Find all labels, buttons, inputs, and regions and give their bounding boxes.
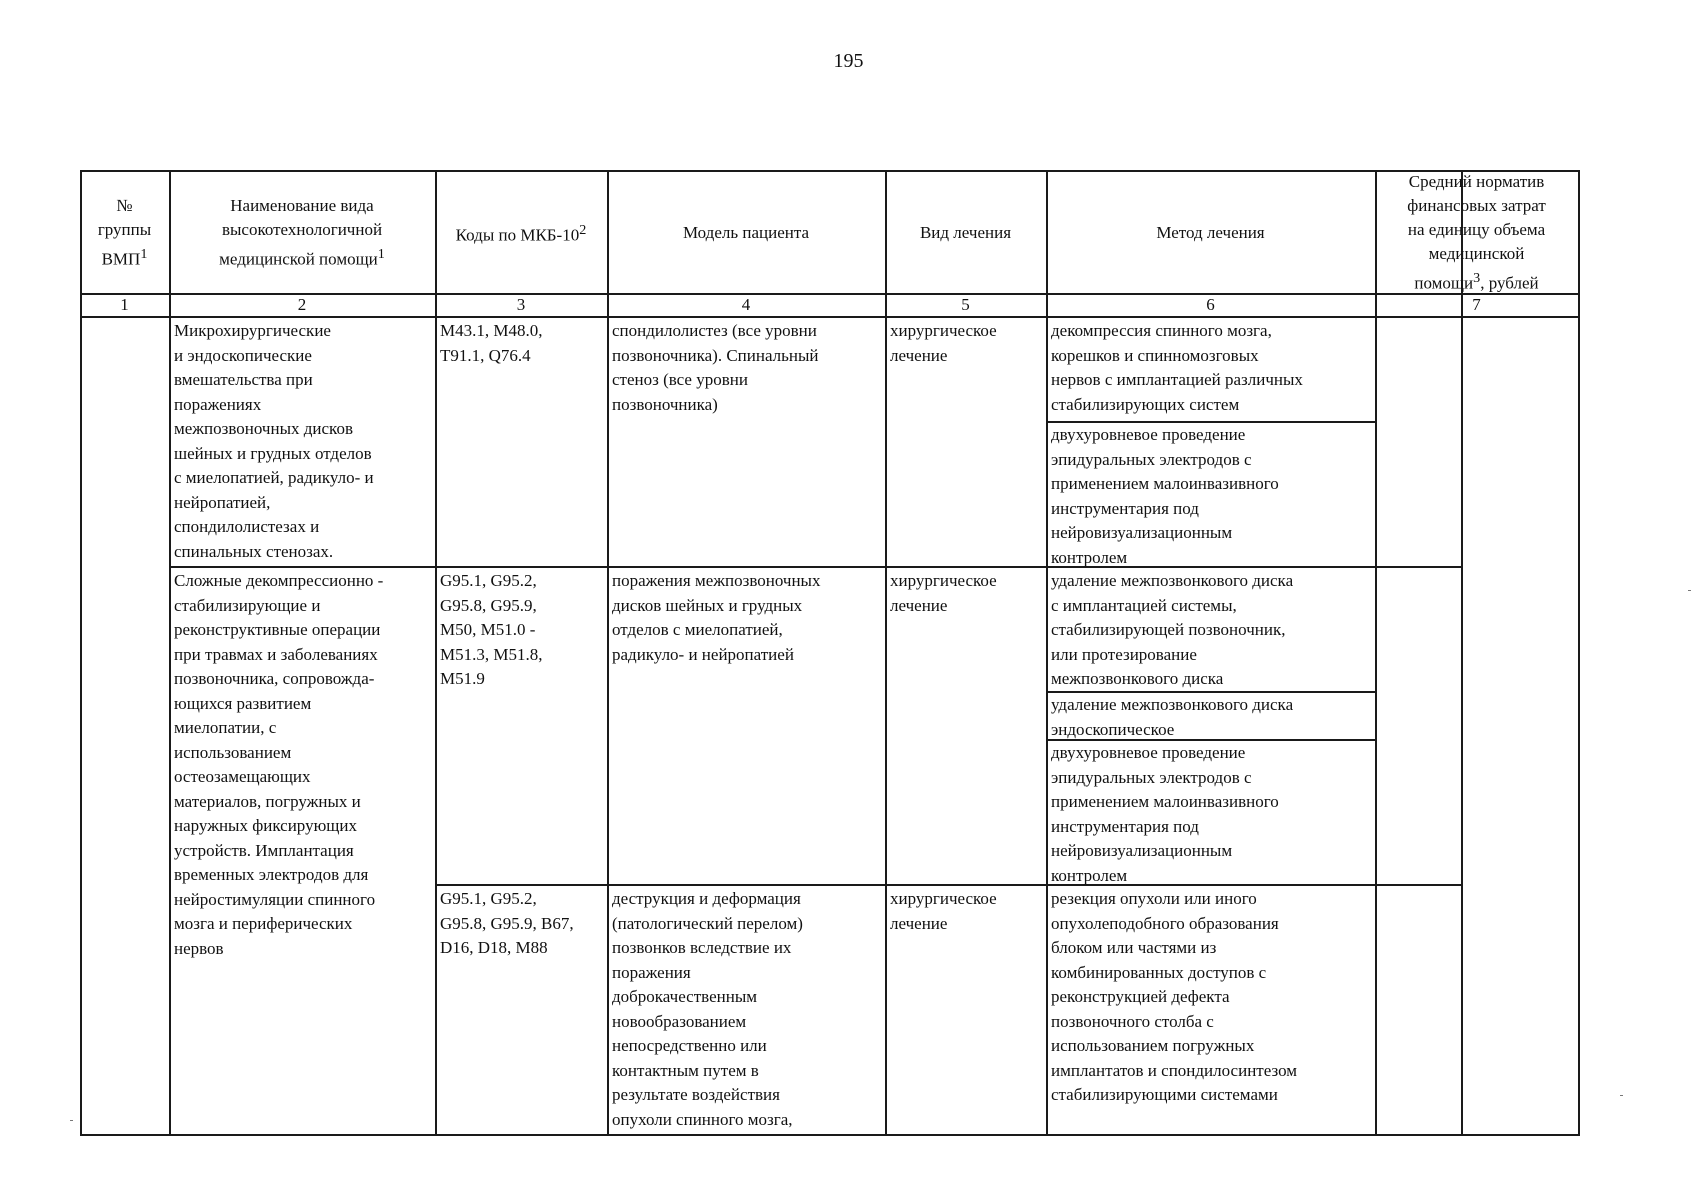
- header-patient-model: Модель пациента: [682, 222, 810, 242]
- table-border: [1578, 170, 1580, 1136]
- scan-speck: [1620, 1095, 1623, 1096]
- treatment-type: хирургическое лечение: [890, 321, 997, 365]
- treatment-method: декомпрессия спинного мозга, корешков и спинномозговых нервов с имплантацией различных стабилизирующих систем: [1051, 321, 1303, 414]
- treatment-method: резекция опухоли или иного опухолеподобного образования блоком или частями из комбинированных доступов с реконструкцией дефекта позвоночного столба с использованием погружных имплантатов и спондилосинтезом стабилизирующими системами: [1051, 889, 1298, 1104]
- icd-codes: G95.1, G95.2, G95.8, G95.9, M50, M51.0 - M51.3, M51.8, M51.9: [440, 571, 543, 688]
- icd-codes: M43.1, M48.0, T91.1, Q76.4: [440, 321, 543, 365]
- scan-speck: [70, 1120, 73, 1121]
- page-number: 195: [833, 50, 864, 72]
- treatment-method: удаление межпозвонкового диска с имплантацией системы, стабилизирующей позвоночник, или протезирование межпозвонкового диска: [1051, 571, 1294, 688]
- column-number: 4: [741, 295, 751, 314]
- column-number: 3: [516, 295, 526, 314]
- patient-model: деструкция и деформация (патологический перелом) позвонков вследствие их поражения доброкачественным новообразованием непосредственно или контактным путем в результате воздействия опухоли спинного мозга,: [612, 889, 803, 1129]
- header-group-number: № группы ВМП$^1$: [97, 195, 152, 269]
- column-number: 7: [1472, 295, 1481, 314]
- care-type-name: Сложные декомпрессионно - стабилизирующие и реконструктивные операции при травмах и заболеваниях позвоночника, сопровожда- ющихся развитием миелопатии, с использованием остеозамещающих материалов, погружных и наружных фиксирующих устройств. Имплантация временных электродов для нейростимуляции спинного мозга и периферических нервов: [174, 571, 384, 958]
- care-type-name: Микрохирургические и эндоскопические вмешательства при поражениях межпозвоночных дисков шейных и грудных отделов с миелопатией, радикуло- и нейропатией, спондилолистезах и спинальных стенозах.: [174, 321, 374, 561]
- header-treatment-method: Метод лечения: [1156, 222, 1265, 242]
- treatment-method: двухуровневое проведение эпидуральных электродов с применением малоинвазивного инструментария под нейровизуализационным контролем: [1051, 743, 1279, 885]
- patient-model: спондилолистез (все уровни позвоночника). Спинальный стеноз (все уровни позвоночника): [612, 321, 819, 414]
- treatment-type: хирургическое лечение: [890, 571, 997, 615]
- header-treatment-type: Вид лечения: [919, 222, 1012, 242]
- table-border: [80, 316, 1580, 318]
- header-cost-standard: Средний норматив финансовых затрат на единицу объема медицинской помощи$^3$, рублей: [1407, 171, 1546, 293]
- treatment-type: хирургическое лечение: [890, 889, 997, 933]
- column-number: 2: [297, 295, 307, 314]
- patient-model: поражения межпозвоночных дисков шейных и грудных отделов с миелопатией, радикуло- и нейропатией: [612, 571, 821, 664]
- treatment-method: удаление межпозвонкового диска эндоскопическое: [1051, 695, 1294, 739]
- icd-codes: G95.1, G95.2, G95.8, G95.9, B67, D16, D18, M88: [440, 889, 574, 957]
- scan-speck: [1688, 590, 1691, 591]
- table-border: [80, 1134, 1580, 1136]
- treatment-method: двухуровневое проведение эпидуральных электродов с применением малоинвазивного инструментария под нейровизуализационным контролем: [1051, 425, 1279, 567]
- column-number: 6: [1206, 295, 1215, 314]
- column-number: 5: [961, 295, 970, 314]
- header-care-type: Наименование вида высокотехнологичной медицинской помощи$^1$: [219, 195, 385, 269]
- header-icd-codes: Коды по МКБ-$10^2$: [455, 221, 587, 245]
- vmp-table: [80, 170, 1580, 1136]
- column-number: 1: [120, 295, 129, 314]
